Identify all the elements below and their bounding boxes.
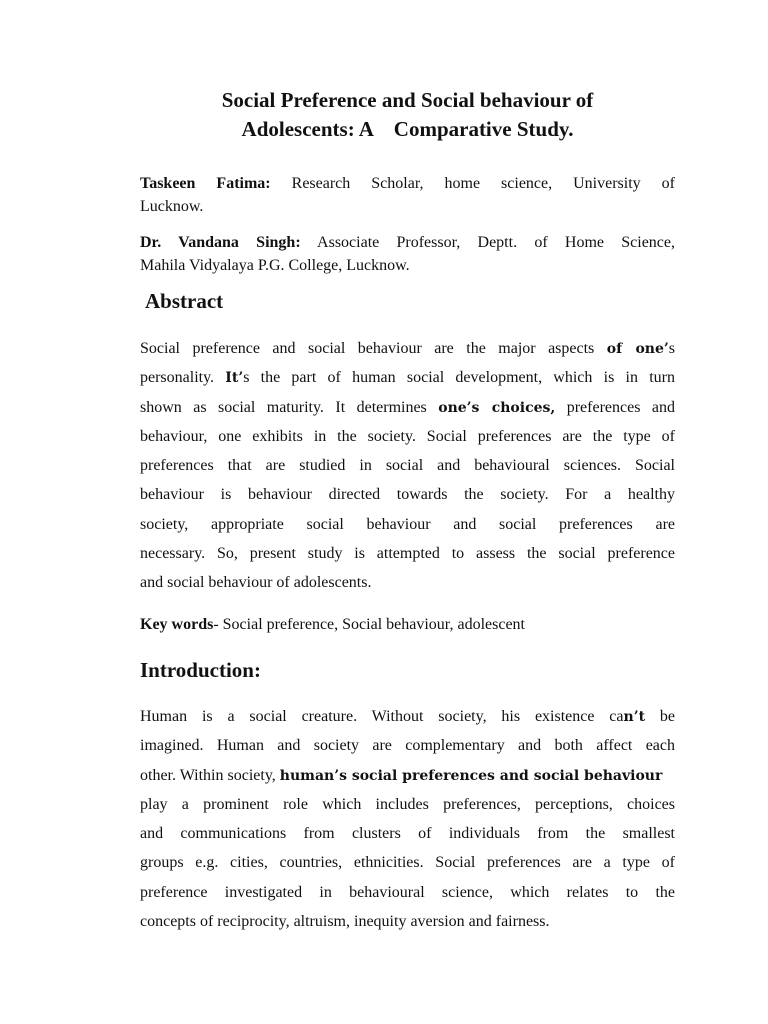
keywords-text: - Social preference, Social behaviour, adolescent [213, 616, 525, 633]
abstract-heading: Abstract [145, 289, 224, 313]
abstract-line: shown as social maturity. It determines one’s choices, preferences and [140, 398, 675, 416]
introduction-line: concepts of reciprocity, altruism, inequity aversion and fairness. [140, 913, 550, 931]
author-vandana-singh [140, 231, 675, 277]
author-taskeen-fatima [140, 172, 675, 218]
keywords-label: Key words [140, 616, 214, 633]
paper-title-line-1: Social Preference and Social behaviour of [221, 88, 594, 112]
author-name: Taskeen Fatima: [140, 175, 271, 192]
paper-title [140, 86, 675, 144]
introduction-line: play a prominent role which includes preferences, perceptions, choices [140, 795, 675, 813]
paper-title-line-2: Adolescents: A Comparative Study. [241, 117, 574, 141]
abstract-line: society, appropriate social behaviour and social preferences are [140, 515, 675, 533]
introduction-line: other. Within society, human’s social preferences and social behaviour [140, 766, 663, 784]
author-affiliation: Research Scholar, home science, University of [291, 175, 675, 192]
introduction-line: preference investigated in behavioural science, which relates to the [140, 883, 675, 901]
author-affiliation-cont: Lucknow. [140, 198, 204, 215]
introduction-line: imagined. Human and society are complementary and both affect each [140, 737, 675, 755]
author-affiliation-cont: Mahila Vidyalaya P.G. College, Lucknow. [140, 257, 410, 274]
author-name: Dr. Vandana Singh: [140, 234, 301, 251]
abstract-line: personality. It’s the part of human social development, which is in turn [140, 369, 675, 387]
introduction-body [140, 702, 675, 936]
abstract-line: behaviour, one exhibits in the society. Social preferences are the type of [140, 427, 675, 445]
introduction-heading: Introduction: [140, 658, 261, 682]
introduction-line: groups e.g. cities, countries, ethnicities. Social preferences are a type of [140, 854, 675, 872]
introduction-line: Human is a social creature. Without society, his existence can’t be [140, 708, 675, 725]
abstract-line: behaviour is behaviour directed towards the society. For a healthy [140, 486, 675, 504]
keywords [140, 613, 525, 637]
abstract-line: Social preference and social behaviour are the major aspects of one’s [140, 340, 675, 357]
introduction-line: and communications from clusters of individuals from the smallest [140, 825, 675, 843]
abstract-line: preferences that are studied in social and behavioural sciences. Social [140, 457, 675, 475]
author-affiliation: Associate Professor, Deptt. of Home Science, [317, 234, 675, 251]
abstract-line: and social behaviour of adolescents. [140, 574, 372, 592]
abstract-line: necessary. So, present study is attempted to assess the social preference [140, 545, 675, 563]
abstract-body [140, 334, 675, 598]
